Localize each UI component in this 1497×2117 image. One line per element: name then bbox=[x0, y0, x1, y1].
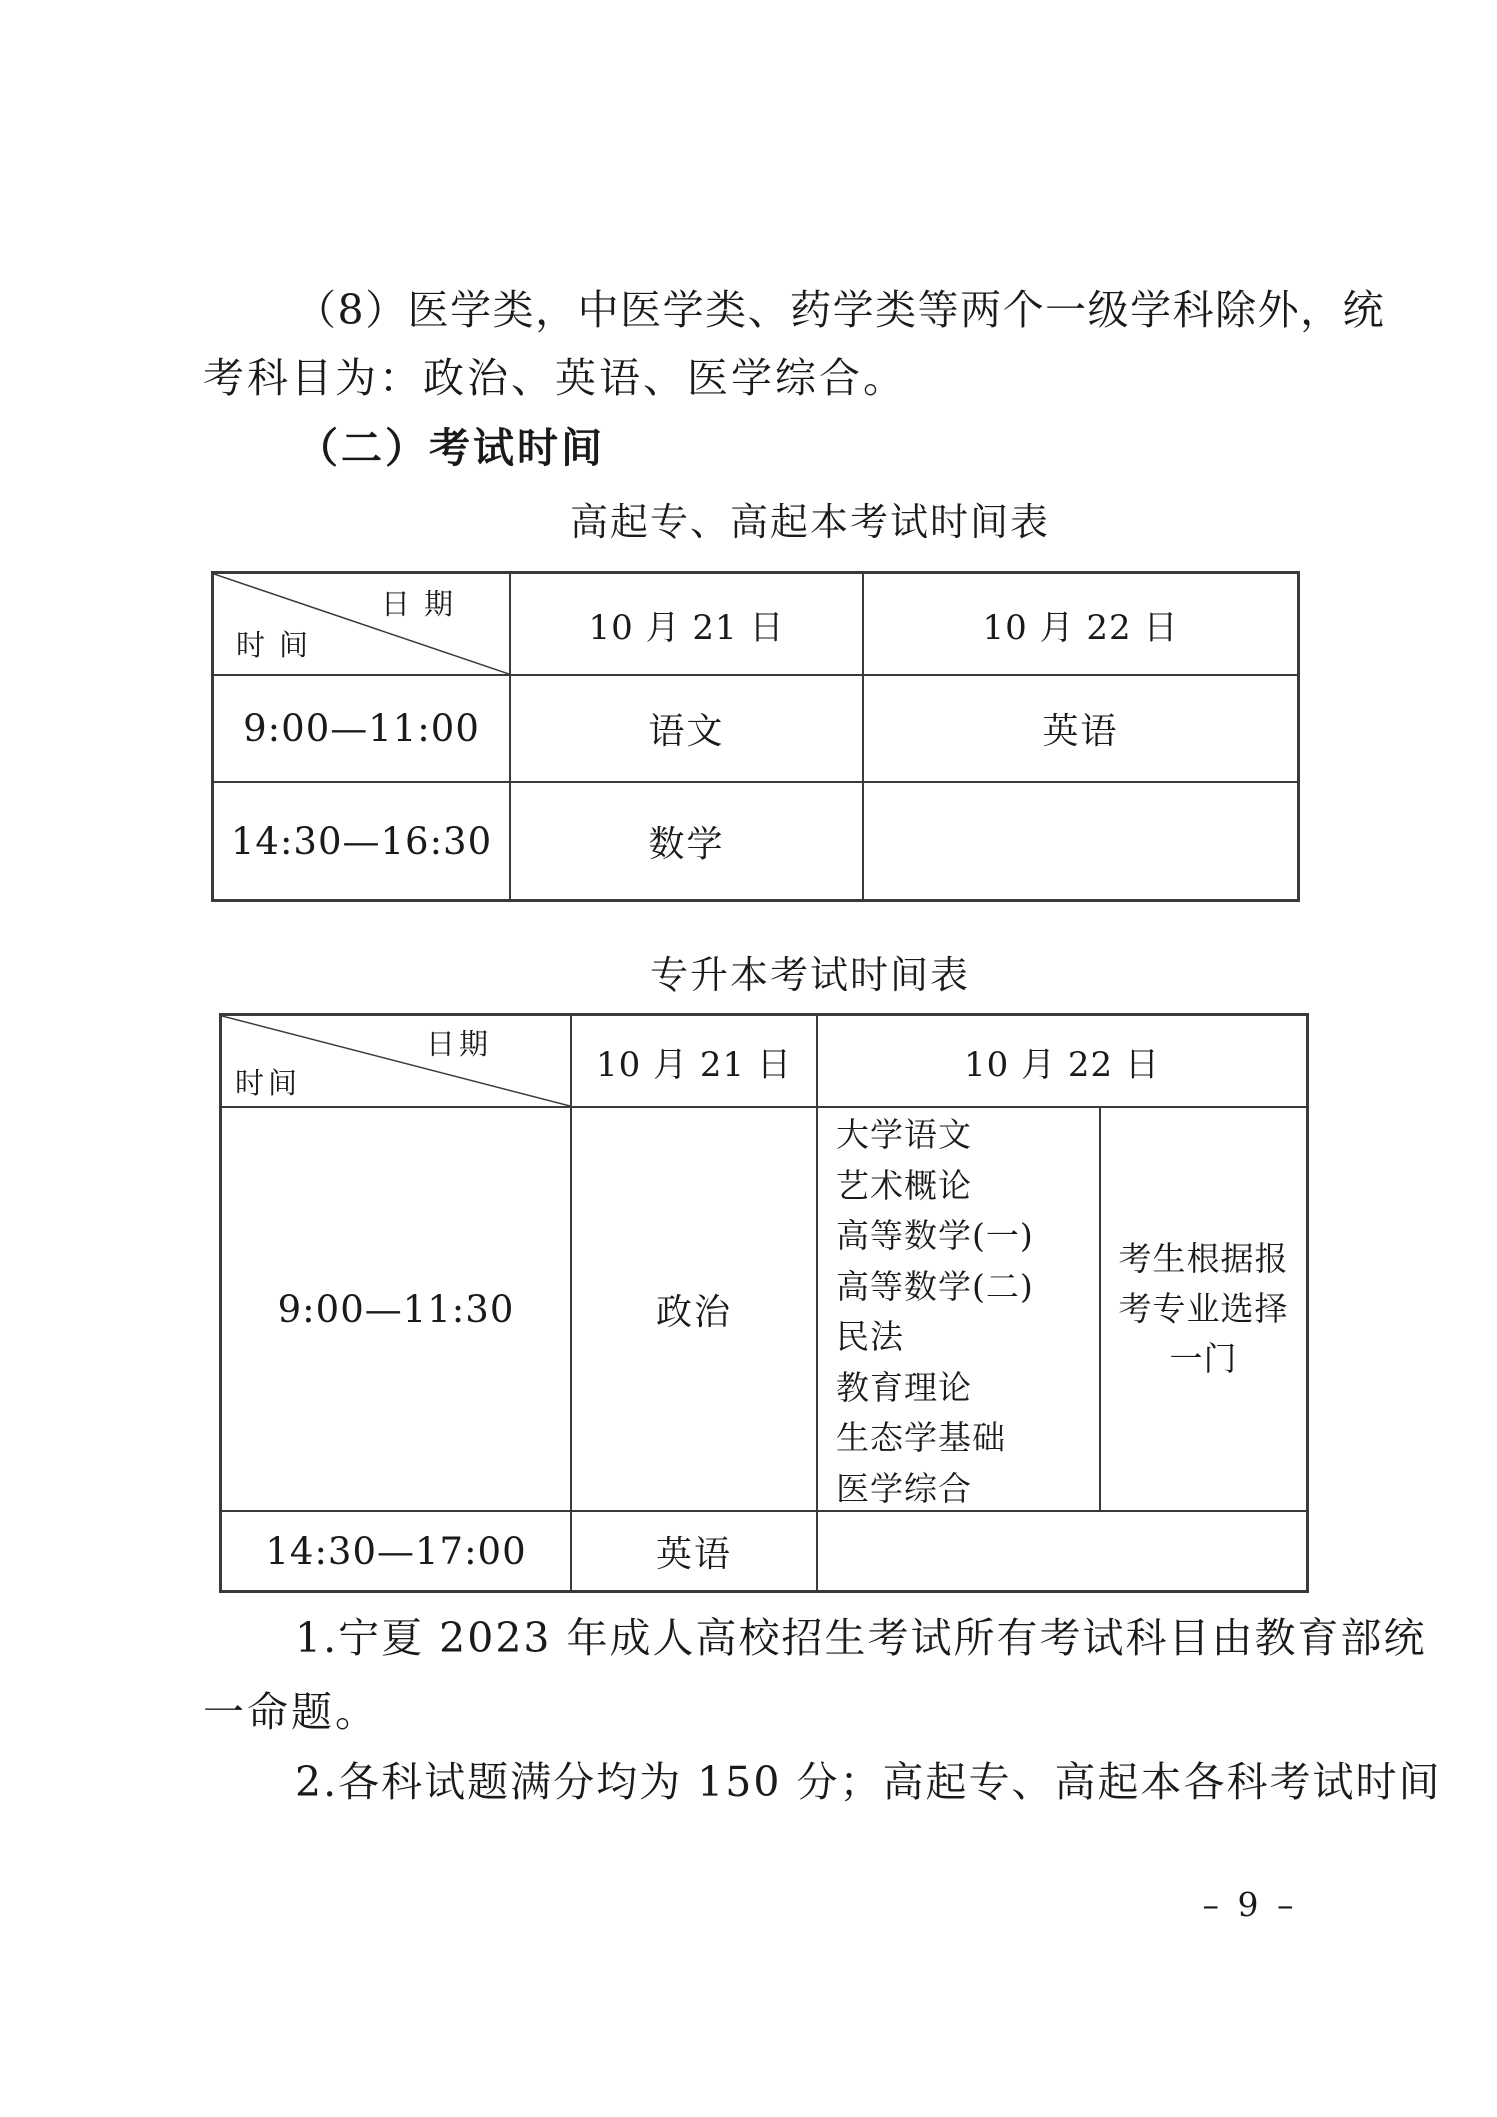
table1-row2-day2 bbox=[864, 783, 1297, 899]
table2-header-oct21: 10 月 21 日 bbox=[572, 1016, 818, 1108]
subject-item: 生态学基础 bbox=[836, 1418, 1006, 1457]
table-gaoqi-schedule bbox=[211, 571, 1300, 902]
subject-item: 艺术概论 bbox=[836, 1165, 972, 1205]
table2-header-oct22: 10 月 22 日 bbox=[818, 1016, 1306, 1108]
table1-title: 高起专、高起本考试时间表 bbox=[569, 500, 1050, 544]
table2-row2-day2-empty bbox=[818, 1512, 1306, 1590]
table1-row1-day2: 英语 bbox=[864, 676, 1297, 783]
paragraph-line-1: （8）医学类，中医学类、药学类等两个一级学科除外，统 bbox=[295, 286, 1386, 334]
table1-row2-time: 14:30—16:30 bbox=[214, 783, 511, 899]
subject-item: 医学综合 bbox=[836, 1468, 972, 1508]
table2-row1-day2-subject-list bbox=[818, 1108, 1101, 1512]
choice-note-line: 考生根据报 bbox=[1118, 1239, 1289, 1278]
table2-row1-time: 9:00—11:30 bbox=[222, 1108, 572, 1512]
subject-item: 高等数学(一) bbox=[836, 1216, 1034, 1255]
paragraph-line-2: 考科目为：政治、英语、医学综合。 bbox=[203, 354, 907, 402]
corner-label-time: 时间 bbox=[236, 628, 323, 662]
table2-row2-day1-subject: 英语 bbox=[572, 1512, 818, 1590]
table2-row1-choice-note bbox=[1101, 1108, 1306, 1512]
table2-title: 专升本考试时间表 bbox=[649, 953, 970, 997]
corner-label-date: 日期 bbox=[380, 587, 467, 621]
section-heading-exam-time: （二）考试时间 bbox=[297, 424, 605, 472]
choice-note-line: 一门 bbox=[1169, 1339, 1238, 1378]
table1-header-oct21: 10 月 21 日 bbox=[511, 574, 864, 676]
table1-row1-time: 9:00—11:00 bbox=[214, 676, 511, 783]
paragraph-medical-exception bbox=[203, 276, 1386, 412]
choice-note-line: 考专业选择 bbox=[1118, 1289, 1289, 1328]
subject-item: 大学语文 bbox=[836, 1115, 972, 1154]
table2-row1-day1-subject: 政治 bbox=[572, 1108, 818, 1512]
subject-item: 教育理论 bbox=[836, 1367, 972, 1407]
table-zhuanshengben-schedule bbox=[219, 1013, 1309, 1593]
note-1-line-2: 一命题。 bbox=[203, 1688, 379, 1736]
table1-row1-day1: 语文 bbox=[511, 676, 864, 783]
table1-header-oct22: 10 月 22 日 bbox=[864, 574, 1297, 676]
corner-label-time: 时间 bbox=[235, 1066, 302, 1100]
table1-corner-cell bbox=[214, 574, 511, 676]
corner-label-date: 日期 bbox=[425, 1027, 492, 1061]
note-1-line-1: 1.宁夏 2023 年成人高校招生考试所有考试科目由教育部统 bbox=[295, 1614, 1427, 1662]
subject-item: 高等数学(二) bbox=[836, 1266, 1034, 1306]
subject-item: 民法 bbox=[836, 1317, 904, 1356]
page-number: – 9 – bbox=[1202, 1885, 1298, 1924]
table1-row2-day1: 数学 bbox=[511, 783, 864, 899]
table2-row2-time: 14:30—17:00 bbox=[222, 1512, 572, 1590]
table2-corner-cell bbox=[222, 1016, 572, 1108]
note-2-line-1: 2.各科试题满分均为 150 分；高起专、高起本各科考试时间 bbox=[295, 1758, 1442, 1806]
